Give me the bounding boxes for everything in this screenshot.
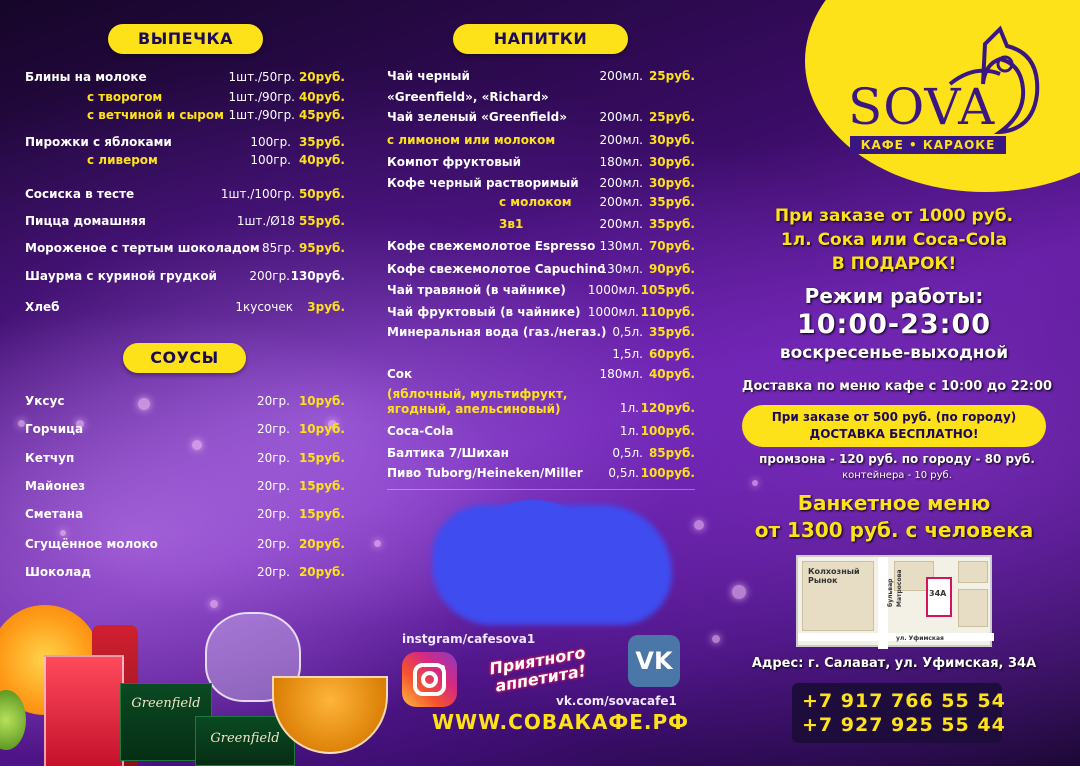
item-name: Чай травяной (в чайнике) <box>387 283 566 297</box>
menu-item <box>387 216 695 232</box>
item-name: с творогом <box>87 90 163 104</box>
item-name: 3в1 <box>499 217 524 231</box>
item-name: Компот фруктовый <box>387 155 522 169</box>
item-name: Кофе черный растворимый <box>387 176 579 190</box>
item-qty: 1шт./90гр. <box>228 108 295 122</box>
menu-item <box>387 109 695 125</box>
item-price: 85руб. <box>648 446 695 460</box>
bokeh-light <box>18 420 25 427</box>
sauces-title: СОУСЫ <box>123 343 246 373</box>
menu-item <box>387 304 695 320</box>
vk-icon[interactable]: VK <box>628 635 680 687</box>
bokeh-light <box>712 635 720 643</box>
juice-glass-image <box>44 655 124 766</box>
menu-item <box>387 400 695 416</box>
gift-promo-line: При заказе от 1000 руб. <box>774 206 1014 226</box>
menu-item <box>25 268 345 284</box>
blurred-area <box>488 500 578 550</box>
item-price: 20руб. <box>298 537 345 551</box>
item-name: Мороженое с тертым шоколадом <box>25 241 260 255</box>
item-name: Кетчуп <box>25 451 75 465</box>
map-building-label: 34А <box>929 589 947 598</box>
item-qty: 200мл. <box>599 195 643 209</box>
item-name: Блины на молоке <box>25 70 147 84</box>
item-qty: 0,5л. <box>612 446 643 460</box>
bakery-title: ВЫПЕЧКА <box>108 24 263 54</box>
menu-item <box>25 240 345 256</box>
item-name: с лимоном или молоком <box>387 133 556 147</box>
item-qty: 0,5л. <box>612 325 643 339</box>
menu-item <box>25 69 345 85</box>
item-qty: 20гр. <box>256 537 290 551</box>
item-name: Горчица <box>25 422 84 436</box>
address: Адрес: г. Салават, ул. Уфимская, 34А <box>751 656 1037 671</box>
item-price: 100руб. <box>640 466 695 480</box>
item-price: 35руб. <box>648 217 695 231</box>
item-name: Кофе свежемолотое Capuchino <box>387 262 606 276</box>
item-name: Сгущённое молоко <box>25 537 158 551</box>
menu-item <box>387 194 695 210</box>
free-delivery-line: ДОСТАВКА БЕСПЛАТНО! <box>809 427 979 441</box>
menu-item <box>25 89 345 105</box>
hours-title: Режим работы: <box>804 284 984 308</box>
item-price: 15руб. <box>298 451 345 465</box>
item-name: Пирожки с яблоками <box>25 135 172 149</box>
item-price: 10руб. <box>298 394 345 408</box>
item-price: 130руб. <box>290 269 345 283</box>
menu-item <box>387 346 695 362</box>
bokeh-light <box>374 540 381 547</box>
menu-item <box>25 450 345 466</box>
item-qty: 20гр. <box>256 422 290 436</box>
item-qty: 20гр. <box>256 507 290 521</box>
item-price: 40руб. <box>648 367 695 381</box>
item-qty: 1шт./Ø18 <box>236 214 295 228</box>
item-price: 10руб. <box>298 422 345 436</box>
bokeh-light <box>694 520 704 530</box>
item-price: 25руб. <box>648 69 695 83</box>
item-qty: 200мл. <box>599 176 643 190</box>
item-name: с ливером <box>87 153 158 167</box>
menu-item <box>25 421 345 437</box>
item-price: 3руб. <box>307 300 345 314</box>
item-name: Сметана <box>25 507 84 521</box>
gift-promo-line: 1л. Сока или Coca-Cola <box>780 230 1008 250</box>
item-price: 35руб. <box>648 325 695 339</box>
item-qty: 200мл. <box>599 217 643 231</box>
item-qty: 200мл. <box>599 69 643 83</box>
greenfield-box-image: Greenfield <box>120 683 212 761</box>
item-qty: 1л. <box>619 424 639 438</box>
phone-number[interactable]: +7 917 766 55 54 <box>802 690 1006 712</box>
item-name: Шоколад <box>25 565 92 579</box>
item-name: с молоком <box>499 195 572 209</box>
menu-item <box>387 445 695 461</box>
item-price: 20руб. <box>298 565 345 579</box>
item-price: 120руб. <box>640 401 695 415</box>
delivery-hours: Доставка по меню кафе с 10:00 до 22:00 <box>741 379 1053 394</box>
item-name: Чай зеленый «Greenfield» <box>387 110 567 124</box>
item-name: Сосиска в тесте <box>25 187 135 201</box>
menu-item <box>25 506 345 522</box>
item-price: 40руб. <box>298 90 345 104</box>
map-street-label: ул. Уфимская <box>896 635 944 642</box>
item-name: Пиво Tuborg/Heineken/Miller <box>387 466 583 480</box>
item-price: 25руб. <box>648 110 695 124</box>
item-qty: 1шт./100гр. <box>220 187 295 201</box>
menu-item <box>387 282 695 298</box>
menu-item <box>25 564 345 580</box>
item-price: 60руб. <box>648 347 695 361</box>
item-qty: 130мл. <box>599 239 643 253</box>
item-qty: 200гр. <box>249 269 290 283</box>
menu-item <box>387 261 695 277</box>
bokeh-light <box>732 585 746 599</box>
logo-wordmark: SOVA <box>848 78 996 136</box>
item-qty: 100гр. <box>250 153 291 167</box>
item-price: 30руб. <box>648 155 695 169</box>
location-map[interactable] <box>796 555 992 647</box>
map-block <box>958 561 988 583</box>
drinks-title: НАПИТКИ <box>453 24 628 54</box>
item-name: Пицца домашняя <box>25 214 146 228</box>
gift-promo-line: В ПОДАРОК! <box>831 254 957 274</box>
phone-number[interactable]: +7 927 925 55 44 <box>802 714 1006 736</box>
item-name: Минеральная вода (газ./негаз.) <box>387 325 607 339</box>
map-street-label: бульвар Матросова <box>887 569 903 607</box>
menu-item <box>387 423 695 439</box>
item-qty: 100гр. <box>250 135 291 149</box>
menu-item <box>387 154 695 170</box>
item-price: 55руб. <box>298 214 345 228</box>
item-price: 105руб. <box>640 283 695 297</box>
item-qty: 20гр. <box>256 479 290 493</box>
item-price: 100руб. <box>640 424 695 438</box>
item-name: Сок <box>387 367 413 381</box>
menu-item <box>387 132 695 148</box>
menu-item <box>387 175 695 191</box>
item-price: 35руб. <box>648 195 695 209</box>
menu-item <box>25 536 345 552</box>
item-name: Шаурма с куриной грудкой <box>25 269 217 283</box>
bokeh-light <box>192 440 202 450</box>
item-price: 35руб. <box>298 135 345 149</box>
item-name: Майонез <box>25 479 86 493</box>
item-qty: 1шт./50гр. <box>228 70 295 84</box>
free-delivery-badge <box>742 405 1046 447</box>
item-name: Coca-Cola <box>387 424 454 438</box>
item-qty: 1000мл. <box>587 283 639 297</box>
instagram-lens <box>421 671 438 688</box>
instagram-handle[interactable]: instgram/cafesova1 <box>402 632 536 646</box>
map-market-label: Колхозный Рынок <box>808 567 860 585</box>
menu-item <box>387 324 695 340</box>
map-block <box>958 589 988 627</box>
item-qty: 0,5л. <box>608 466 639 480</box>
day-off: воскресенье-выходной <box>779 343 1009 363</box>
menu-item <box>387 68 695 84</box>
menu-item <box>25 299 345 315</box>
item-name: «Greenfield», «Richard» <box>387 90 549 104</box>
item-price: 90руб. <box>648 262 695 276</box>
item-price: 15руб. <box>298 507 345 521</box>
instagram-dot <box>440 665 445 670</box>
menu-item <box>387 465 695 481</box>
item-qty: 180мл. <box>599 155 643 169</box>
item-price: 40руб. <box>298 153 345 167</box>
menu-item <box>25 134 345 150</box>
item-name: Уксус <box>25 394 65 408</box>
drinks-divider <box>387 489 695 490</box>
website-link[interactable]: WWW.СОВАКАФЕ.РФ <box>432 710 689 734</box>
delivery-rates: промзона - 120 руб. по городу - 80 руб. <box>759 452 1035 466</box>
item-price: 45руб. <box>298 108 345 122</box>
menu-item <box>387 238 695 254</box>
item-price: 30руб. <box>648 133 695 147</box>
item-price: 110руб. <box>640 305 695 319</box>
item-qty: 1л. <box>619 401 639 415</box>
item-qty: 200мл. <box>599 133 643 147</box>
item-name: Чай черный <box>387 69 470 83</box>
menu-item <box>25 152 345 168</box>
item-qty: 20гр. <box>256 394 290 408</box>
item-price: 15руб. <box>298 479 345 493</box>
item-name: Кофе свежемолотое Espresso <box>387 239 596 253</box>
item-qty: 20гр. <box>256 565 290 579</box>
item-price: 20руб. <box>298 70 345 84</box>
item-qty: 85гр. <box>261 241 295 255</box>
item-qty: 200мл. <box>599 110 643 124</box>
item-qty: 1000мл. <box>587 305 639 319</box>
juice-note: (яблочный, мультифрукт, ягодный, апельсиновый) <box>387 387 568 416</box>
item-name: Чай фруктовый (в чайнике) <box>387 305 581 319</box>
logo-subtitle: КАФЕ • КАРАОКЕ <box>850 136 1006 154</box>
item-name: с ветчиной и сыром <box>87 108 224 122</box>
banquet-line: Банкетное меню <box>797 491 991 515</box>
instagram-icon[interactable] <box>402 652 457 707</box>
item-qty: 1,5л. <box>612 347 643 361</box>
item-qty: 130мл. <box>599 262 643 276</box>
menu-item <box>25 213 345 229</box>
item-qty: 1кусочек <box>235 300 293 314</box>
appetit-slogan: Приятного аппетита! <box>487 642 588 696</box>
menu-item <box>25 478 345 494</box>
menu-item <box>387 89 695 105</box>
item-qty: 20гр. <box>256 451 290 465</box>
menu-item <box>25 393 345 409</box>
banquet-line: от 1300 руб. с человека <box>754 518 1034 542</box>
menu-item <box>387 366 695 382</box>
free-delivery-line: При заказе от 500 руб. (по городу) <box>771 410 1017 424</box>
container-fee: контейнера - 10 руб. <box>842 470 952 481</box>
item-price: 70руб. <box>648 239 695 253</box>
item-price: 50руб. <box>298 187 345 201</box>
item-qty: 180мл. <box>599 367 643 381</box>
greenfield-box-image: Greenfield <box>195 716 295 766</box>
menu-item <box>25 107 345 123</box>
menu-item <box>25 186 345 202</box>
item-name: Хлеб <box>25 300 60 314</box>
vk-handle[interactable]: vk.com/sovacafe1 <box>556 694 677 708</box>
bokeh-light <box>210 600 218 608</box>
hours-value: 10:00-23:00 <box>796 309 992 340</box>
item-qty: 1шт./90гр. <box>228 90 295 104</box>
item-name: Балтика 7/Шихан <box>387 446 509 460</box>
item-price: 30руб. <box>648 176 695 190</box>
item-price: 95руб. <box>298 241 345 255</box>
